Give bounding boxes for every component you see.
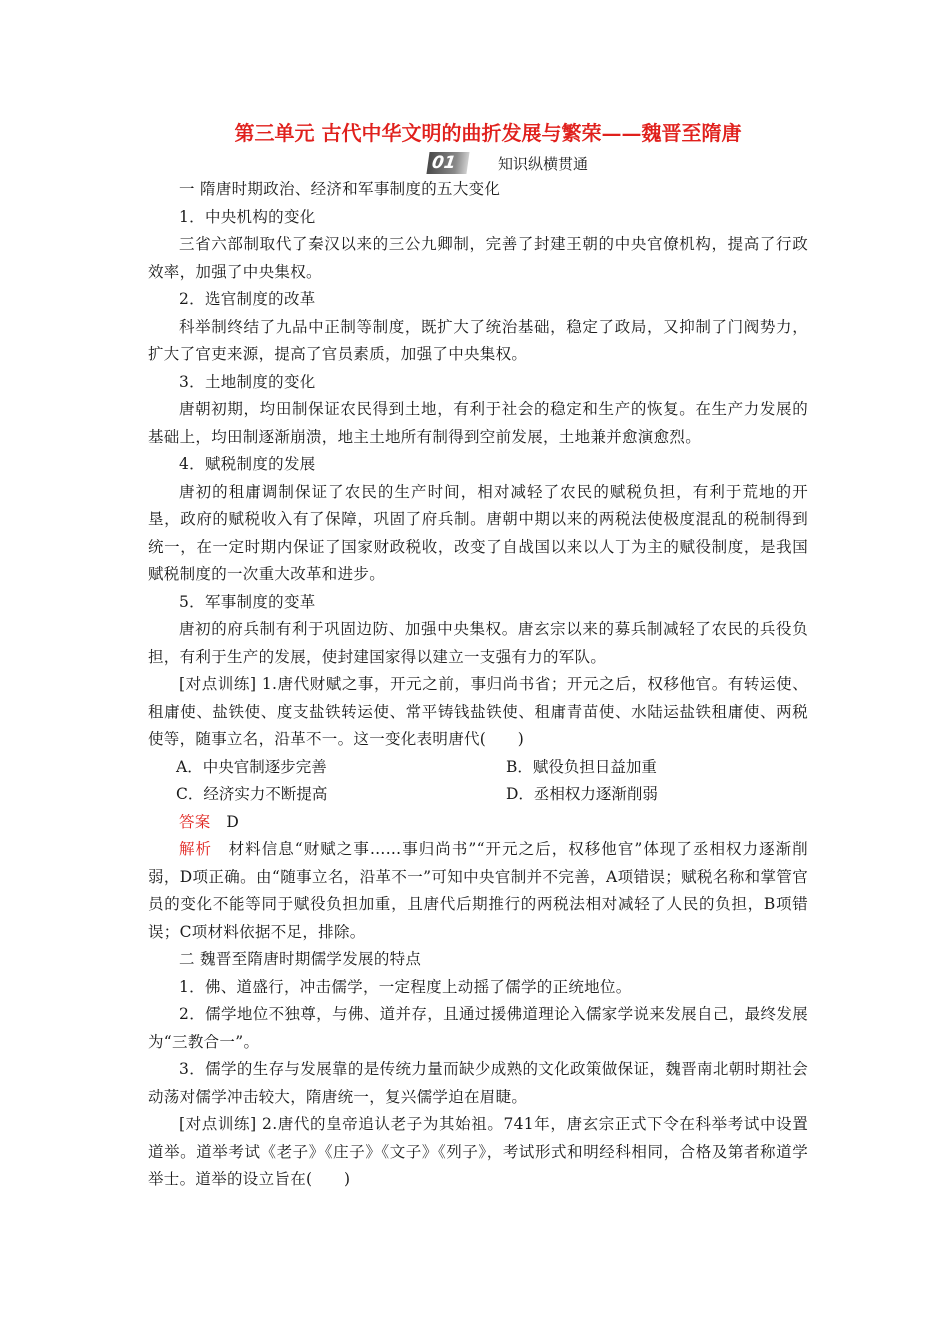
answer-line [148,809,808,837]
option-a: A．中央官制逐步完善 [176,757,327,776]
section-badge: 01 [426,152,469,174]
answer-label: 答案 [179,812,211,831]
section-label: 知识纵横贯通 [497,154,588,173]
exercise-question: [对点训练] 1.唐代财赋之事，开元之前，事归尚书省；开元之后，权移他官。有转运使、租庸使、盐铁使、度支盐铁转运使、常平铸钱盐铁使、租庸青苗使、水陆运盐铁租庸使、两税使等，随事立名，沿革不一。这一变化表明唐代( ) [148,675,808,748]
item-body: 唐朝初期，均田制保证农民得到土地，有利于社会的稳定和生产的恢复。在生产力发展的基础上，均田制逐渐崩溃，地主土地所有制得到空前发展，土地兼并愈演愈烈。 [148,400,808,446]
item-body: 科举制终结了九品中正制等制度，既扩大了统治基础，稳定了政局，又抑制了门阀势力，扩大了官吏来源，提高了官员素质，加强了中央集权。 [148,317,808,363]
part2-item: 1．佛、道盛行，冲击儒学，一定程度上动摇了儒学的正统地位。 [179,977,632,996]
options-row [148,754,808,782]
item-title: 5．军事制度的变革 [179,592,316,611]
part2-item: 2．儒学地位不独尊，与佛、道并存，且通过援佛道理论入儒家学说来发展自己，最终发展为“三教合一”。 [148,1005,808,1051]
item-title: 2．选官制度的改革 [179,290,316,308]
analysis-text: 材料信息“财赋之事……事归尚书”“开元之后，权移他官”体现了丞相权力逐渐削弱，D项正确。由“随事立名，沿革不一”可知中央官制并不完善，A项错误；赋税名称和掌管官员的变化不能等同于赋役负担加重，且唐代后期推行的两税法相对减轻了人民的负担，B项错误；C项材料依据不足，排除。 [148,840,808,941]
analysis-paragraph [148,836,808,946]
item-title: 1．中央机构的变化 [179,207,316,226]
options-row [148,781,808,809]
answer-value: D [226,812,240,831]
item-title: 4．赋税制度的发展 [179,455,316,473]
item-body: 唐初的租庸调制保证了农民的生产时间，相对减轻了农民的赋税负担，有利于荒地的开垦，政府的赋税收入有了保障，巩固了府兵制。唐朝中期以来的两税法使极度混乱的税制得到统一，在一定时期内保证了国家财政税收，改变了自战国以来以人丁为主的赋役制度，是我国赋税制度的一次重大改革和进步。 [148,482,808,583]
page-title: 第三单元 古代中华文明的曲折发展与繁荣——魏晋至隋唐 [234,121,742,145]
part2-heading: 二 魏晋至隋唐时期儒学发展的特点 [179,950,422,968]
item-body: 唐初的府兵制有利于巩固边防、加强中央集权。唐玄宗以来的募兵制减轻了农民的兵役负担，有利于生产的发展，使封建国家得以建立一支强有力的军队。 [148,620,808,666]
part1-heading: 一 隋唐时期政治、经济和军事制度的五大变化 [179,180,501,198]
analysis-label: 解析 [179,840,213,858]
item-title: 3．土地制度的变化 [179,372,316,391]
option-c: C．经济实力不断提高 [176,785,328,803]
option-d: D．丞相权力逐渐削弱 [506,785,658,803]
part2-item: 3．儒学的生存与发展靠的是传统力量而缺少成熟的文化政策做保证，魏晋南北朝时期社会动荡对儒学冲击较大，隋唐统一，复兴儒学迫在眉睫。 [148,1060,808,1106]
item-body: 三省六部制取代了秦汉以来的三公九卿制，完善了封建王朝的中央官僚机构，提高了行政效率，加强了中央集权。 [148,235,808,281]
exercise-question: [对点训练] 2.唐代的皇帝追认老子为其始祖。741年，唐玄宗正式下令在科举考试中设置道举。道举考试《老子》《庄子》《文子》《列子》，考试形式和明经科相同，合格及第者称道学举士。道举的设立旨在( ) [148,1115,808,1188]
document-content [148,118,808,1194]
section-header [208,150,808,176]
option-b: B．赋役负担日益加重 [506,757,657,776]
